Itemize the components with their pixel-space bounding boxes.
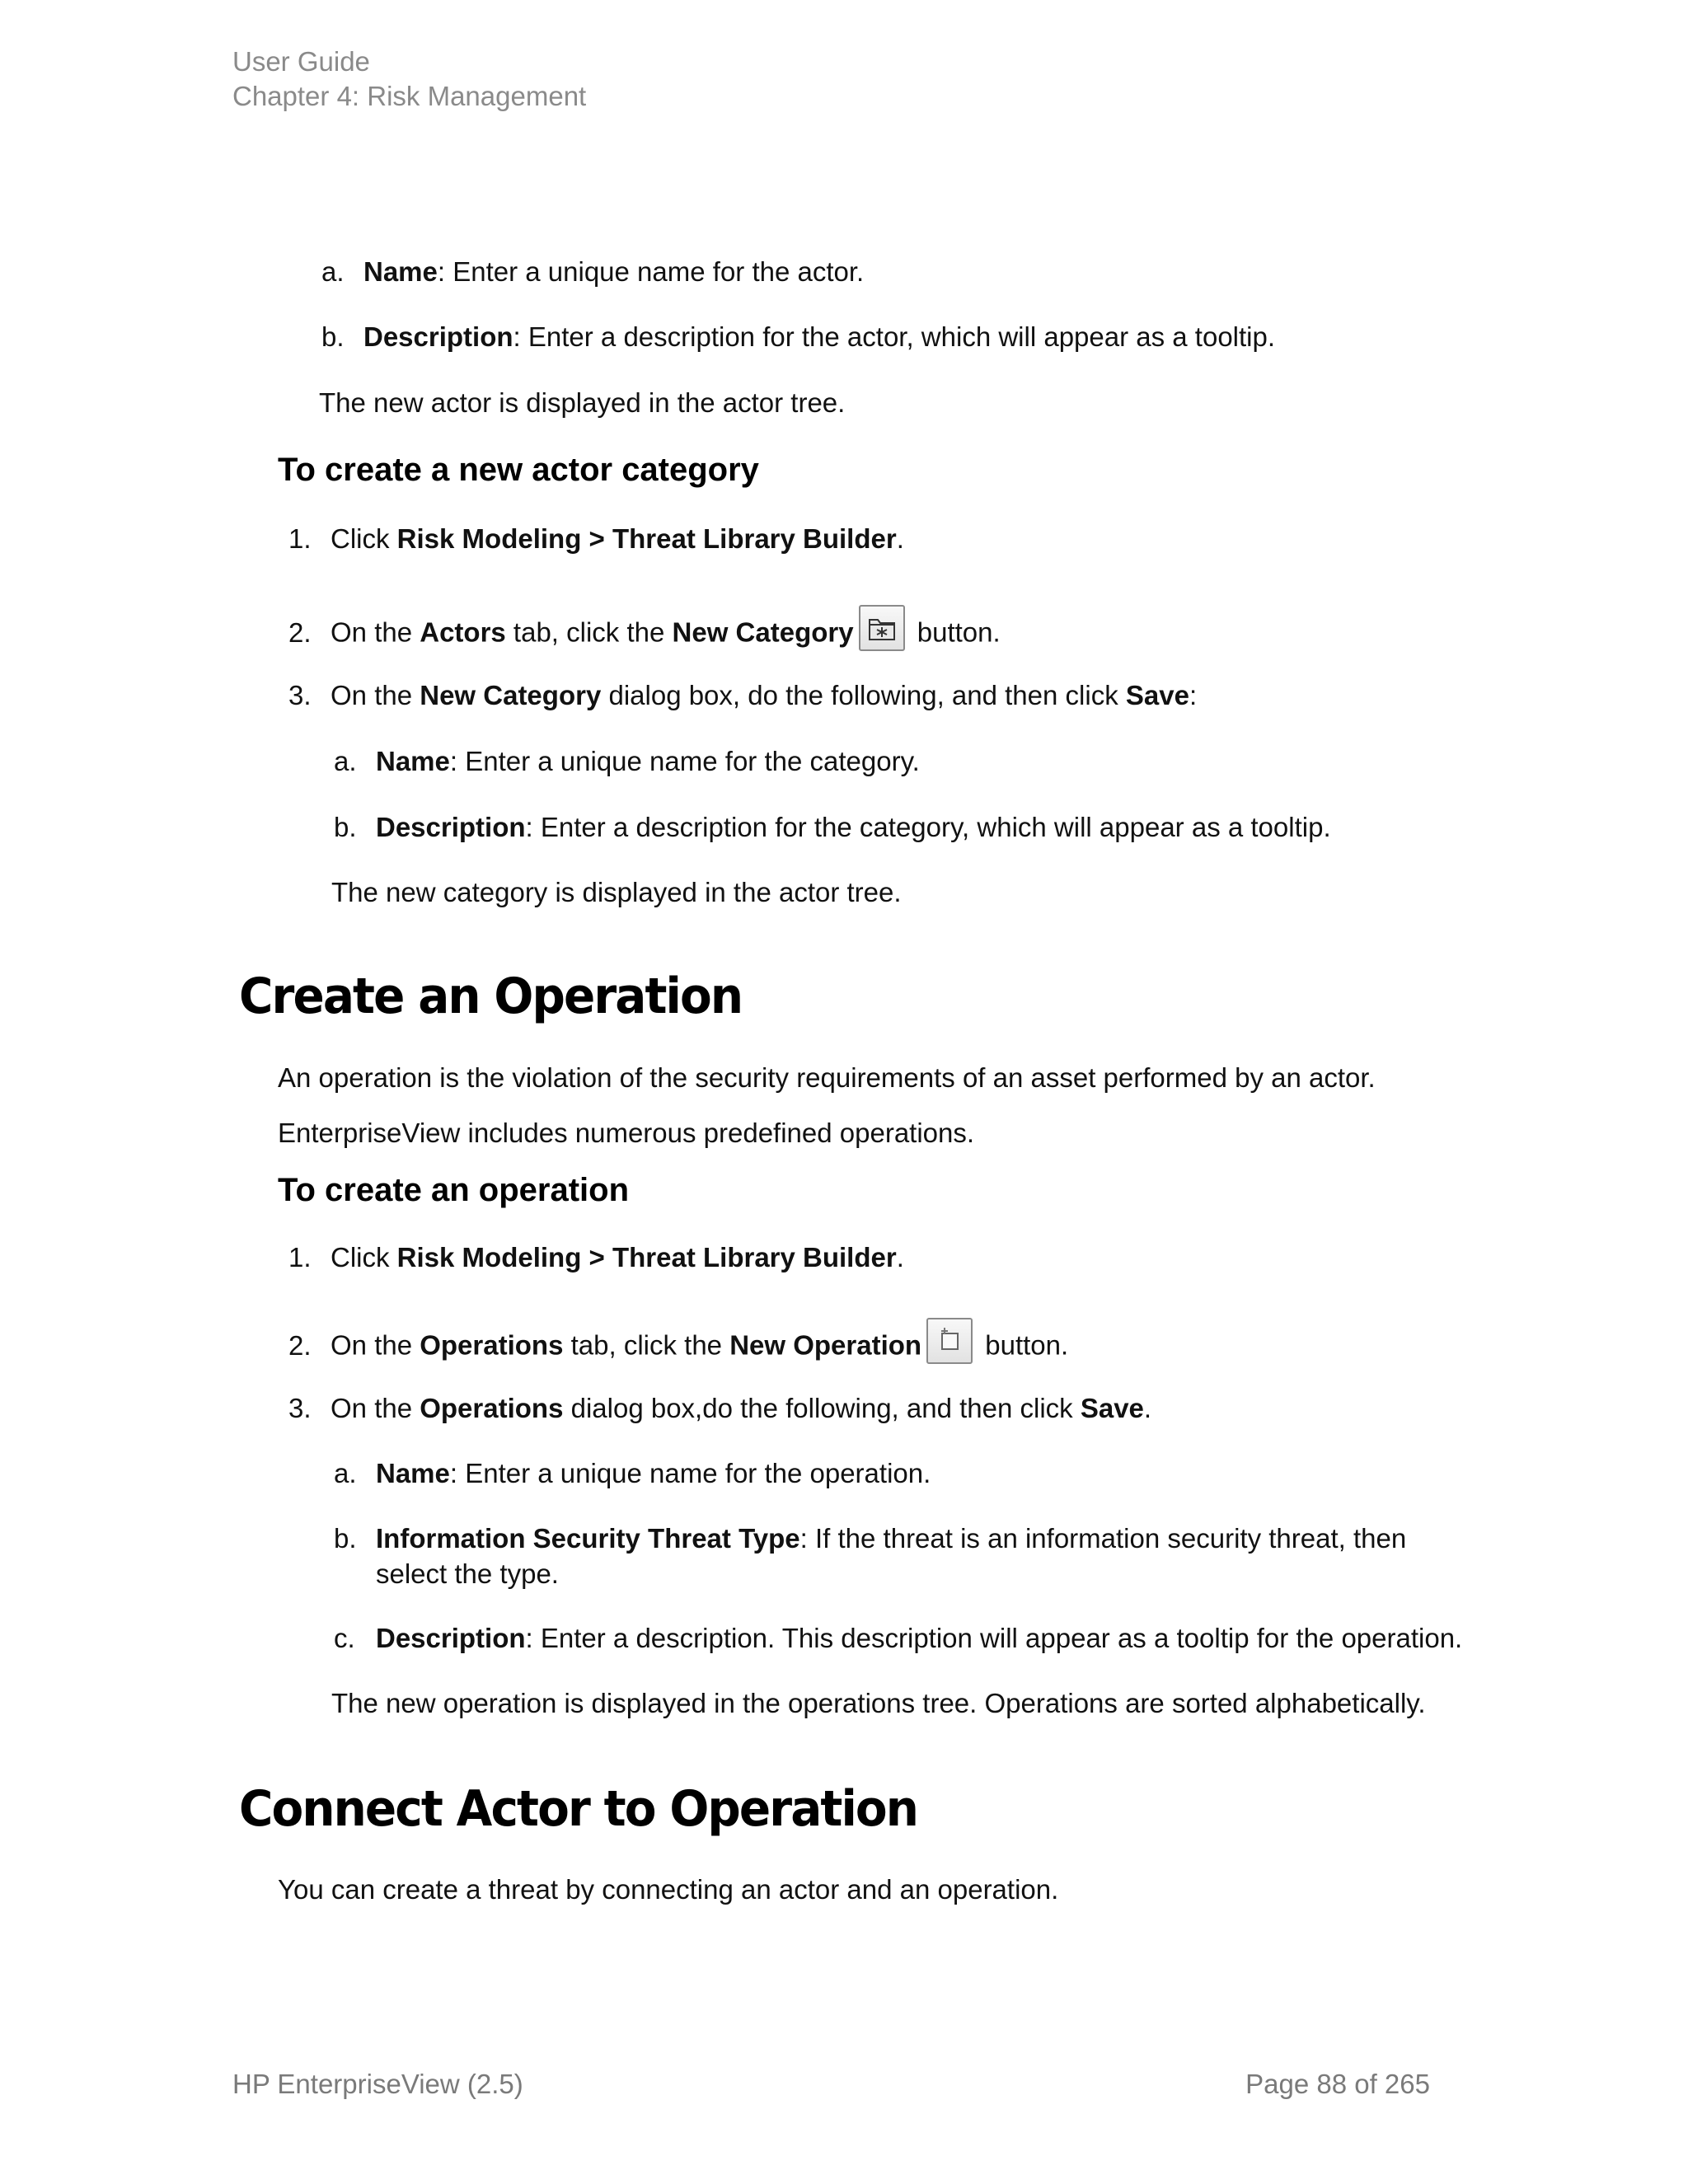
operation-step-1 (288, 1240, 904, 1276)
tab-name: Operations (420, 1329, 564, 1361)
actor-result: The new actor is displayed in the actor tree. (319, 387, 846, 418)
list-marker: c. (334, 1623, 355, 1653)
category-step-b (334, 810, 1331, 846)
step-text: Click (331, 523, 397, 554)
field-description: : Enter a unique name for the actor. (437, 256, 865, 287)
category-step-2 (288, 612, 1001, 658)
button-name: New Category (672, 616, 854, 648)
field-description: : Enter a description. This description will appear as a tooltip for the operation. (525, 1623, 1463, 1653)
list-marker: b. (334, 1523, 357, 1554)
actor-step-b (321, 320, 1275, 355)
field-label: Name (376, 746, 450, 776)
field-label: Description (376, 812, 526, 842)
step-text: Click (331, 1242, 397, 1272)
field-description: : Enter a unique name for the category. (449, 746, 920, 776)
dialog-name: New Category (420, 680, 602, 710)
new-operation-icon (926, 1318, 973, 1364)
footer-product: HP EnterpriseView (2.5) (232, 2069, 523, 2099)
field-description: : Enter a unique name for the operation. (449, 1458, 931, 1488)
field-label: Information Security Threat Type (376, 1523, 800, 1554)
button-name: New Operation (729, 1329, 922, 1361)
field-description: : Enter a description for the category, which will appear as a tooltip. (525, 812, 1331, 842)
menu-path: Risk Modeling > Threat Library Builder (396, 523, 897, 554)
actor-step-a (321, 255, 864, 290)
field-label: Description (363, 321, 513, 352)
step-text: On the (331, 616, 420, 648)
operation-step-c (334, 1621, 1462, 1657)
step-text: On the (331, 1393, 420, 1423)
step-text: : (1189, 680, 1198, 710)
field-label: Description (376, 1623, 526, 1653)
tab-name: Actors (420, 616, 506, 648)
field-description: : Enter a description for the actor, which will appear as a tooltip. (513, 321, 1276, 352)
operation-step-b-continuation: select the type. (376, 1558, 559, 1589)
step-text: . (1143, 1393, 1152, 1423)
create-operation-title: Create an Operation (239, 968, 743, 1025)
operation-step-b (334, 1521, 1406, 1557)
operation-step-3 (288, 1391, 1151, 1427)
list-marker: b. (334, 812, 357, 842)
list-marker: a. (334, 1458, 357, 1488)
list-marker: 1. (288, 1242, 312, 1272)
category-step-a (334, 744, 920, 780)
step-text: button. (978, 1329, 1069, 1361)
category-result: The new category is displayed in the actor tree. (331, 877, 902, 907)
category-heading: To create a new actor category (278, 452, 759, 488)
operation-step-2 (288, 1324, 1068, 1371)
operation-intro-paragraph: An operation is the violation of the security requirements of an asset performed by an actor. (278, 1062, 1376, 1093)
operation-heading: To create an operation (278, 1172, 630, 1208)
step-text: dialog box,do the following, and then click (563, 1393, 1081, 1423)
header-guide-title: User Guide (232, 46, 370, 77)
list-marker: 3. (288, 1393, 312, 1423)
step-text: On the (331, 680, 420, 710)
footer-page-number: Page 88 of 265 (1245, 2069, 1430, 2099)
list-marker: 2. (288, 616, 312, 648)
list-marker: 2. (288, 1329, 312, 1361)
field-label: Name (363, 256, 438, 287)
list-marker: 3. (288, 680, 312, 710)
dialog-name: Operations (420, 1393, 564, 1423)
list-marker: b. (321, 321, 345, 352)
operation-result: The new operation is displayed in the operations tree. Operations are sorted alphabetically. (331, 1688, 1426, 1718)
step-text: button. (909, 616, 1001, 648)
list-marker: a. (334, 746, 357, 776)
step-text: . (896, 523, 904, 554)
step-text: tab, click the (563, 1329, 730, 1361)
connect-title: Connect Actor to Operation (239, 1780, 918, 1838)
step-text: . (896, 1242, 904, 1272)
list-marker: 1. (288, 523, 312, 554)
operation-predefined-paragraph: EnterpriseView includes numerous predefined operations. (278, 1118, 975, 1148)
step-text: dialog box, do the following, and then click (601, 680, 1126, 710)
field-label: Name (376, 1458, 450, 1488)
connect-paragraph: You can create a threat by connecting an actor and an operation. (278, 1874, 1059, 1905)
operation-step-a (334, 1456, 931, 1492)
category-step-1 (288, 522, 904, 557)
list-marker: a. (321, 256, 345, 287)
button-name: Save (1125, 680, 1189, 710)
step-text: tab, click the (505, 616, 673, 648)
button-name: Save (1080, 1393, 1144, 1423)
header-chapter-title: Chapter 4: Risk Management (232, 81, 587, 111)
new-category-folder-icon (859, 605, 905, 651)
step-text: On the (331, 1329, 420, 1361)
field-description: : If the threat is an information security threat, then (799, 1523, 1407, 1554)
category-step-3 (288, 678, 1197, 714)
menu-path: Risk Modeling > Threat Library Builder (396, 1242, 897, 1272)
